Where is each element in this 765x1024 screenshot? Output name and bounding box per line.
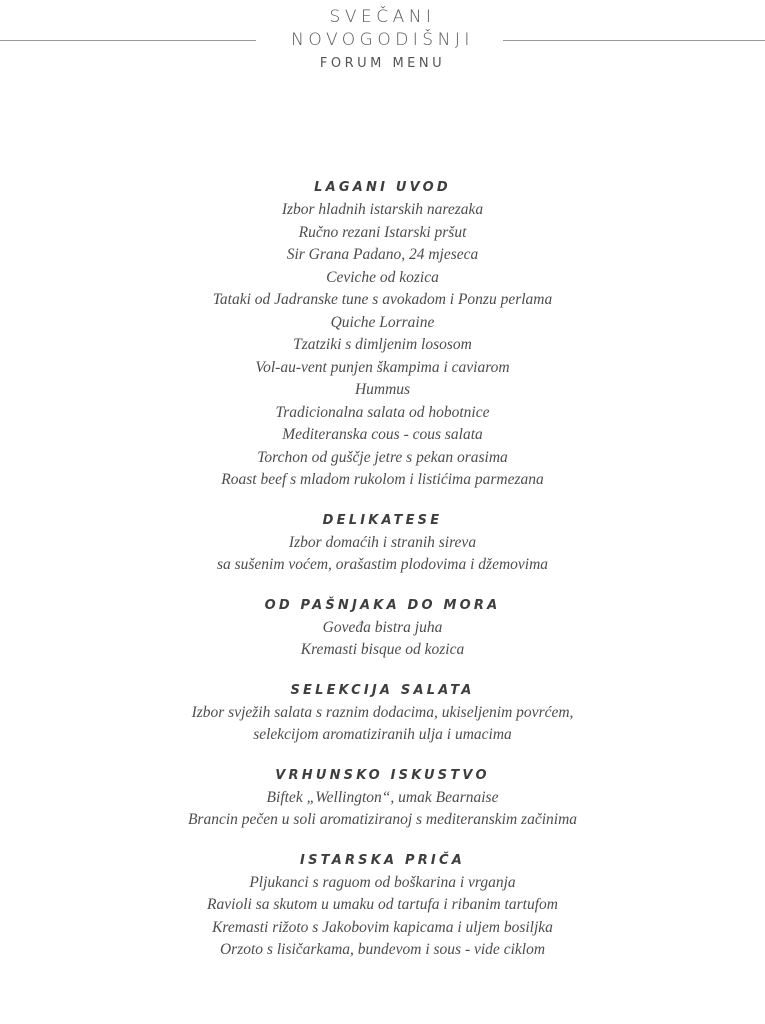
section-title: SELEKCIJA SALATA <box>290 682 475 698</box>
section-spacer <box>0 662 765 680</box>
header-title-line-2: NOVOGODIŠNJI <box>291 30 474 50</box>
menu-item: Roast beef s mladom rukolom i listićima parmezana <box>221 471 544 488</box>
menu-item: Ravioli sa skutom u umaku od tartufa i ribanim tartufom <box>207 896 558 913</box>
menu-item: Goveđa bistra juha <box>322 618 443 636</box>
section-title: ISTARSKA PRIČA <box>300 852 465 868</box>
menu-item: Ceviche od kozica <box>326 268 439 286</box>
menu-item: Kremasti rižoto s Jakobovim kapicama i uljem bosiljka <box>212 918 553 936</box>
section-title: VRHUNSKO ISKUSTVO <box>275 767 490 783</box>
menu-header <box>0 6 765 75</box>
section-spacer <box>0 832 765 850</box>
menu-item: Sir Grana Padano, 24 mjeseca <box>286 246 479 263</box>
header-title-line-1: SVEČANI <box>329 7 436 27</box>
menu-item: Izbor svježih salata s raznim dodacima, ukiseljenim povrćem, <box>191 703 574 721</box>
section-istarska-prica <box>0 850 765 962</box>
menu-item: Kremasti bisque od kozica <box>300 641 465 658</box>
menu-item: selekcijom aromatiziranih ulja i umacima <box>253 726 512 743</box>
section-title: OD PAŠNJAKA DO MORA <box>264 597 501 613</box>
menu-item: Izbor hladnih istarskih narezaka <box>281 201 484 218</box>
menu-item: Mediteranska cous - cous salata <box>282 426 483 443</box>
section-title: DELIKATESE <box>322 512 443 528</box>
section-title: LAGANI UVOD <box>314 180 451 195</box>
header-rule-left <box>0 40 256 41</box>
menu-item: Tradicionalna salata od hobotnice <box>275 403 490 421</box>
menu-item: Pljukanci s raguom od boškarina i vrganja <box>249 873 516 891</box>
menu-item: Ručno rezani Istarski pršut <box>298 223 467 241</box>
menu-item: Brancin pečen u soli aromatiziranoj s mediteranskim začinima <box>187 811 578 828</box>
section-spacer <box>0 492 765 510</box>
section-selekcija-salata <box>0 680 765 747</box>
section-od-pasnjaka-do-mora <box>0 595 765 662</box>
menu-item: Vol-au-vent punjen škampima i caviarom <box>255 358 510 376</box>
section-lagani-uvod <box>0 177 765 492</box>
menu-body <box>0 177 765 962</box>
header-rule-right <box>503 40 765 41</box>
menu-item: Biftek „Wellington“, umak Bearnaise <box>266 788 499 806</box>
menu-item: Izbor domaćih i stranih sireva <box>288 533 477 551</box>
menu-item: Torchon od guščje jetre s pekan orasima <box>257 448 508 466</box>
section-delikatese <box>0 510 765 577</box>
menu-item: Quiche Lorraine <box>330 313 435 331</box>
menu-item: Hummus <box>354 381 411 398</box>
menu-item: Orzoto s lisičarkama, bundevom i sous - vide ciklom <box>219 941 546 958</box>
menu-item: Tzatziki s dimljenim lososom <box>293 336 472 353</box>
header-subtitle: FORUM MENU <box>319 56 446 71</box>
menu-item: sa sušenim voćem, orašastim plodovima i džemovima <box>216 556 549 573</box>
menu-item: Tataki od Jadranske tune s avokadom i Ponzu perlama <box>212 291 553 308</box>
section-spacer <box>0 577 765 595</box>
section-spacer <box>0 747 765 765</box>
header-title-row <box>0 29 765 52</box>
section-vrhunsko-iskustvo <box>0 765 765 832</box>
